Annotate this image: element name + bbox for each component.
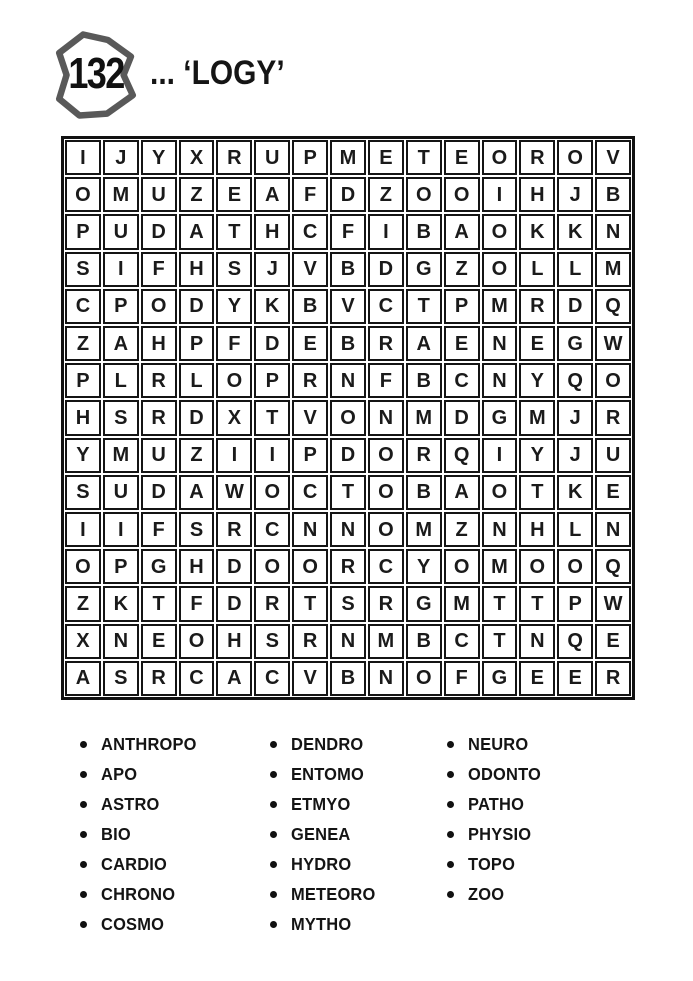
grid-cell-r10c4: A <box>179 475 215 510</box>
word-label: MYTHO <box>291 913 352 934</box>
word-list-item <box>80 849 203 879</box>
grid-cell-r4c12: O <box>482 252 518 287</box>
grid-cell-r15c5: A <box>216 661 252 696</box>
word-label: CHRONO <box>101 883 176 904</box>
grid-cell-r1c11: E <box>444 140 480 175</box>
grid-cell-r1c3: Y <box>141 140 177 175</box>
grid-cell-r9c14: J <box>557 438 593 473</box>
grid-cell-r9c1: Y <box>65 438 101 473</box>
word-label: BIO <box>101 823 131 844</box>
grid-cell-r11c3: F <box>141 512 177 547</box>
grid-cell-r6c13: E <box>519 326 555 361</box>
page-title: ... ‘LOGY’ <box>150 54 285 92</box>
grid-cell-r10c15: E <box>595 475 631 510</box>
word-label: GENEA <box>291 823 351 844</box>
grid-cell-r7c3: R <box>141 363 177 398</box>
bullet-icon <box>447 801 454 808</box>
grid-cell-r8c10: M <box>406 400 442 435</box>
grid-cell-r8c14: J <box>557 400 593 435</box>
grid-cell-r2c3: U <box>141 177 177 212</box>
grid-cell-r10c13: T <box>519 475 555 510</box>
grid-cell-r5c7: B <box>292 289 328 324</box>
grid-cell-r2c8: D <box>330 177 366 212</box>
grid-cell-r15c3: R <box>141 661 177 696</box>
grid-cell-r14c6: S <box>254 624 290 659</box>
grid-cell-r11c6: C <box>254 512 290 547</box>
word-list-item <box>447 729 546 759</box>
grid-cell-r4c15: M <box>595 252 631 287</box>
grid-cell-r7c2: L <box>103 363 139 398</box>
grid-cell-r14c2: N <box>103 624 139 659</box>
grid-cell-r4c13: L <box>519 252 555 287</box>
grid-cell-r15c14: E <box>557 661 593 696</box>
grid-cell-r9c4: Z <box>179 438 215 473</box>
grid-cell-r8c7: V <box>292 400 328 435</box>
word-label: HYDRO <box>291 853 352 874</box>
grid-cell-r2c2: M <box>103 177 139 212</box>
grid-cell-r3c7: C <box>292 214 328 249</box>
bullet-icon <box>447 861 454 868</box>
grid-cell-r13c9: R <box>368 586 404 621</box>
grid-cell-r3c8: F <box>330 214 366 249</box>
grid-cell-r9c12: I <box>482 438 518 473</box>
grid-cell-r1c1: I <box>65 140 101 175</box>
word-label: DENDRO <box>291 733 364 754</box>
puzzle-number-badge <box>50 27 142 123</box>
grid-cell-r9c7: P <box>292 438 328 473</box>
grid-cell-r14c5: H <box>216 624 252 659</box>
word-label: NEURO <box>468 733 529 754</box>
grid-cell-r8c8: O <box>330 400 366 435</box>
grid-cell-r11c10: M <box>406 512 442 547</box>
grid-cell-r1c14: O <box>557 140 593 175</box>
grid-cell-r3c3: D <box>141 214 177 249</box>
grid-cell-r10c12: O <box>482 475 518 510</box>
bullet-icon <box>80 861 87 868</box>
bullet-icon <box>447 771 454 778</box>
word-list-item <box>80 879 203 909</box>
word-label: ENTOMO <box>291 763 365 784</box>
grid-cell-r5c6: K <box>254 289 290 324</box>
grid-cell-r11c7: N <box>292 512 328 547</box>
word-label: CARDIO <box>101 853 168 874</box>
grid-cell-r10c7: C <box>292 475 328 510</box>
grid-cell-r13c7: T <box>292 586 328 621</box>
grid-cell-r1c6: U <box>254 140 290 175</box>
bullet-icon <box>270 801 277 808</box>
grid-cell-r5c15: Q <box>595 289 631 324</box>
grid-cell-r5c10: T <box>406 289 442 324</box>
grid-cell-r6c15: W <box>595 326 631 361</box>
grid-cell-r12c3: G <box>141 549 177 584</box>
grid-cell-r5c4: D <box>179 289 215 324</box>
grid-cell-r4c10: G <box>406 252 442 287</box>
grid-cell-r12c13: O <box>519 549 555 584</box>
grid-cell-r13c8: S <box>330 586 366 621</box>
grid-cell-r15c1: A <box>65 661 101 696</box>
grid-cell-r15c8: B <box>330 661 366 696</box>
grid-cell-r1c9: E <box>368 140 404 175</box>
grid-cell-r11c14: L <box>557 512 593 547</box>
grid-cell-r10c8: T <box>330 475 366 510</box>
grid-cell-r6c3: H <box>141 326 177 361</box>
grid-cell-r7c10: B <box>406 363 442 398</box>
grid-cell-r13c10: G <box>406 586 442 621</box>
word-list-item <box>80 789 203 819</box>
word-label: APO <box>101 763 138 784</box>
grid-cell-r14c12: T <box>482 624 518 659</box>
bullet-icon <box>270 891 277 898</box>
grid-cell-r6c6: D <box>254 326 290 361</box>
grid-cell-r1c4: X <box>179 140 215 175</box>
grid-cell-r9c9: O <box>368 438 404 473</box>
bullet-icon <box>80 921 87 928</box>
grid-cell-r1c15: V <box>595 140 631 175</box>
bullet-icon <box>447 831 454 838</box>
grid-cell-r4c3: F <box>141 252 177 287</box>
word-list-item <box>270 909 381 939</box>
bullet-icon <box>80 831 87 838</box>
word-list-item <box>80 759 203 789</box>
grid-cell-r8c2: S <box>103 400 139 435</box>
word-label: PHYSIO <box>468 823 532 844</box>
word-list-item <box>447 819 546 849</box>
grid-cell-r5c5: Y <box>216 289 252 324</box>
grid-cell-r9c8: D <box>330 438 366 473</box>
grid-cell-r2c5: E <box>216 177 252 212</box>
grid-cell-r13c5: D <box>216 586 252 621</box>
grid-cell-r5c12: M <box>482 289 518 324</box>
grid-cell-r2c12: I <box>482 177 518 212</box>
grid-cell-r14c11: C <box>444 624 480 659</box>
grid-cell-r4c9: D <box>368 252 404 287</box>
grid-cell-r7c14: Q <box>557 363 593 398</box>
word-label: COSMO <box>101 913 165 934</box>
grid-cell-r4c2: I <box>103 252 139 287</box>
grid-cell-r8c12: G <box>482 400 518 435</box>
grid-cell-r2c1: O <box>65 177 101 212</box>
grid-cell-r8c3: R <box>141 400 177 435</box>
grid-cell-r9c13: Y <box>519 438 555 473</box>
grid-cell-r11c4: S <box>179 512 215 547</box>
grid-cell-r5c1: C <box>65 289 101 324</box>
grid-cell-r11c11: Z <box>444 512 480 547</box>
grid-cell-r10c9: O <box>368 475 404 510</box>
word-list-item <box>270 759 381 789</box>
grid-cell-r13c1: Z <box>65 586 101 621</box>
bullet-icon <box>270 741 277 748</box>
grid-cell-r6c12: N <box>482 326 518 361</box>
grid-cell-r10c1: S <box>65 475 101 510</box>
bullet-icon <box>270 831 277 838</box>
grid-cell-r8c11: D <box>444 400 480 435</box>
grid-cell-r8c15: R <box>595 400 631 435</box>
grid-cell-r2c15: B <box>595 177 631 212</box>
grid-cell-r7c4: L <box>179 363 215 398</box>
grid-cell-r4c8: B <box>330 252 366 287</box>
grid-cell-r15c13: E <box>519 661 555 696</box>
grid-cell-r12c12: M <box>482 549 518 584</box>
grid-cell-r12c8: R <box>330 549 366 584</box>
grid-cell-r13c15: W <box>595 586 631 621</box>
grid-cell-r1c7: P <box>292 140 328 175</box>
grid-cell-r9c3: U <box>141 438 177 473</box>
grid-cell-r13c14: P <box>557 586 593 621</box>
grid-cell-r6c2: A <box>103 326 139 361</box>
grid-cell-r5c13: R <box>519 289 555 324</box>
grid-cell-r6c8: B <box>330 326 366 361</box>
grid-cell-r15c12: G <box>482 661 518 696</box>
grid-cell-r12c10: Y <box>406 549 442 584</box>
grid-cell-r13c13: T <box>519 586 555 621</box>
grid-cell-r15c15: R <box>595 661 631 696</box>
grid-cell-r15c10: O <box>406 661 442 696</box>
grid-cell-r2c7: F <box>292 177 328 212</box>
grid-cell-r8c9: N <box>368 400 404 435</box>
grid-cell-r1c2: J <box>103 140 139 175</box>
grid-cell-r3c15: N <box>595 214 631 249</box>
grid-cell-r10c6: O <box>254 475 290 510</box>
word-label: ANTHROPO <box>101 733 197 754</box>
grid-cell-r12c6: O <box>254 549 290 584</box>
word-list-item <box>80 909 203 939</box>
grid-cell-r5c9: C <box>368 289 404 324</box>
grid-cell-r1c13: R <box>519 140 555 175</box>
word-label: PATHO <box>468 793 525 814</box>
bullet-icon <box>80 891 87 898</box>
grid-cell-r15c9: N <box>368 661 404 696</box>
grid-cell-r11c9: O <box>368 512 404 547</box>
grid-cell-r13c11: M <box>444 586 480 621</box>
grid-cell-r4c14: L <box>557 252 593 287</box>
grid-cell-r6c10: A <box>406 326 442 361</box>
grid-cell-r14c10: B <box>406 624 442 659</box>
word-list-item <box>270 879 381 909</box>
grid-cell-r14c3: E <box>141 624 177 659</box>
grid-cell-r3c11: A <box>444 214 480 249</box>
grid-cell-r5c14: D <box>557 289 593 324</box>
word-search-grid <box>61 136 635 700</box>
grid-cell-r9c5: I <box>216 438 252 473</box>
grid-cell-r7c9: F <box>368 363 404 398</box>
grid-cell-r9c15: U <box>595 438 631 473</box>
grid-cell-r9c10: R <box>406 438 442 473</box>
grid-cell-r13c3: T <box>141 586 177 621</box>
grid-cell-r12c5: D <box>216 549 252 584</box>
word-list-item <box>447 849 546 879</box>
grid-cell-r3c1: P <box>65 214 101 249</box>
bullet-icon <box>270 921 277 928</box>
grid-cell-r14c14: Q <box>557 624 593 659</box>
grid-cell-r10c2: U <box>103 475 139 510</box>
grid-cell-r10c14: K <box>557 475 593 510</box>
grid-cell-r12c15: Q <box>595 549 631 584</box>
grid-cell-r8c5: X <box>216 400 252 435</box>
grid-cell-r12c1: O <box>65 549 101 584</box>
grid-cell-r4c5: S <box>216 252 252 287</box>
grid-cell-r3c12: O <box>482 214 518 249</box>
grid-cell-r1c10: T <box>406 140 442 175</box>
grid-cell-r9c11: Q <box>444 438 480 473</box>
grid-cell-r5c2: P <box>103 289 139 324</box>
grid-cell-r15c7: V <box>292 661 328 696</box>
grid-cell-r7c11: C <box>444 363 480 398</box>
word-list-item <box>80 819 203 849</box>
word-list-column-3 <box>447 729 546 909</box>
grid-cell-r11c2: I <box>103 512 139 547</box>
grid-cell-r11c5: R <box>216 512 252 547</box>
grid-cell-r15c11: F <box>444 661 480 696</box>
grid-cell-r7c5: O <box>216 363 252 398</box>
grid-cell-r6c4: P <box>179 326 215 361</box>
grid-cell-r6c9: R <box>368 326 404 361</box>
word-list-column-2 <box>270 729 381 939</box>
grid-cell-r2c4: Z <box>179 177 215 212</box>
word-label: ODONTO <box>468 763 542 784</box>
grid-cell-r2c9: Z <box>368 177 404 212</box>
grid-cell-r2c11: O <box>444 177 480 212</box>
word-list-item <box>447 759 546 789</box>
grid-cell-r14c8: N <box>330 624 366 659</box>
grid-cell-r7c1: P <box>65 363 101 398</box>
bullet-icon <box>447 741 454 748</box>
word-list-item <box>270 819 381 849</box>
grid-cell-r3c13: K <box>519 214 555 249</box>
grid-cell-r15c6: C <box>254 661 290 696</box>
grid-cell-r1c5: R <box>216 140 252 175</box>
grid-cell-r10c10: B <box>406 475 442 510</box>
grid-cell-r7c6: P <box>254 363 290 398</box>
grid-cell-r6c5: F <box>216 326 252 361</box>
grid-cell-r6c1: Z <box>65 326 101 361</box>
grid-cell-r2c10: O <box>406 177 442 212</box>
grid-cell-r4c11: Z <box>444 252 480 287</box>
grid-cell-r7c12: N <box>482 363 518 398</box>
grid-cell-r3c4: A <box>179 214 215 249</box>
word-list-item <box>447 789 546 819</box>
grid-cell-r9c2: M <box>103 438 139 473</box>
grid-cell-r14c9: M <box>368 624 404 659</box>
word-label: METEORO <box>291 883 376 904</box>
grid-cell-r4c1: S <box>65 252 101 287</box>
word-list-item <box>270 729 381 759</box>
grid-cell-r15c2: S <box>103 661 139 696</box>
grid-cell-r2c14: J <box>557 177 593 212</box>
grid-cell-r4c6: J <box>254 252 290 287</box>
grid-cell-r3c5: T <box>216 214 252 249</box>
grid-cell-r14c4: O <box>179 624 215 659</box>
grid-cell-r15c4: C <box>179 661 215 696</box>
grid-cell-r11c13: H <box>519 512 555 547</box>
bullet-icon <box>80 771 87 778</box>
grid-cell-r3c2: U <box>103 214 139 249</box>
grid-cell-r13c2: K <box>103 586 139 621</box>
grid-cell-r12c14: O <box>557 549 593 584</box>
grid-cell-r11c1: I <box>65 512 101 547</box>
grid-cell-r5c8: V <box>330 289 366 324</box>
word-label: ZOO <box>468 883 505 904</box>
grid-cell-r1c12: O <box>482 140 518 175</box>
grid-cell-r8c4: D <box>179 400 215 435</box>
bullet-icon <box>270 771 277 778</box>
grid-cell-r3c14: K <box>557 214 593 249</box>
grid-cell-r12c9: C <box>368 549 404 584</box>
grid-cell-r6c11: E <box>444 326 480 361</box>
grid-cell-r13c12: T <box>482 586 518 621</box>
grid-cell-r13c6: R <box>254 586 290 621</box>
grid-cell-r12c11: O <box>444 549 480 584</box>
grid-cell-r9c6: I <box>254 438 290 473</box>
word-list-item <box>270 789 381 819</box>
grid-cell-r8c6: T <box>254 400 290 435</box>
grid-cell-r8c1: H <box>65 400 101 435</box>
bullet-icon <box>80 801 87 808</box>
grid-cell-r7c8: N <box>330 363 366 398</box>
grid-cell-r12c2: P <box>103 549 139 584</box>
grid-cell-r10c3: D <box>141 475 177 510</box>
grid-cell-r10c5: W <box>216 475 252 510</box>
grid-cell-r10c11: A <box>444 475 480 510</box>
word-label: ETMYO <box>291 793 351 814</box>
grid-cell-r4c4: H <box>179 252 215 287</box>
word-list-item <box>270 849 381 879</box>
grid-cell-r3c10: B <box>406 214 442 249</box>
grid-cell-r14c13: N <box>519 624 555 659</box>
grid-cell-r2c6: A <box>254 177 290 212</box>
word-list-item <box>80 729 203 759</box>
grid-cell-r7c13: Y <box>519 363 555 398</box>
grid-cell-r11c15: N <box>595 512 631 547</box>
word-label: ASTRO <box>101 793 160 814</box>
bullet-icon <box>270 861 277 868</box>
grid-cell-r14c15: E <box>595 624 631 659</box>
grid-cell-r6c14: G <box>557 326 593 361</box>
grid-cell-r7c15: O <box>595 363 631 398</box>
grid-cell-r4c7: V <box>292 252 328 287</box>
grid-cell-r13c4: F <box>179 586 215 621</box>
puzzle-number: 132 <box>68 49 124 98</box>
grid-cell-r2c13: H <box>519 177 555 212</box>
grid-cell-r1c8: M <box>330 140 366 175</box>
bullet-icon <box>80 741 87 748</box>
word-label: TOPO <box>468 853 516 874</box>
grid-cell-r5c3: O <box>141 289 177 324</box>
grid-cell-r7c7: R <box>292 363 328 398</box>
grid-cell-r11c12: N <box>482 512 518 547</box>
grid-cell-r8c13: M <box>519 400 555 435</box>
grid-cell-r14c1: X <box>65 624 101 659</box>
word-list-column-1 <box>80 729 203 939</box>
grid-cell-r6c7: E <box>292 326 328 361</box>
grid-cell-r14c7: R <box>292 624 328 659</box>
grid-cell-r12c7: O <box>292 549 328 584</box>
word-list-item <box>447 879 546 909</box>
grid-cell-r12c4: H <box>179 549 215 584</box>
grid-cell-r5c11: P <box>444 289 480 324</box>
grid-cell-r11c8: N <box>330 512 366 547</box>
grid-cell-r3c6: H <box>254 214 290 249</box>
grid-cell-r3c9: I <box>368 214 404 249</box>
bullet-icon <box>447 891 454 898</box>
